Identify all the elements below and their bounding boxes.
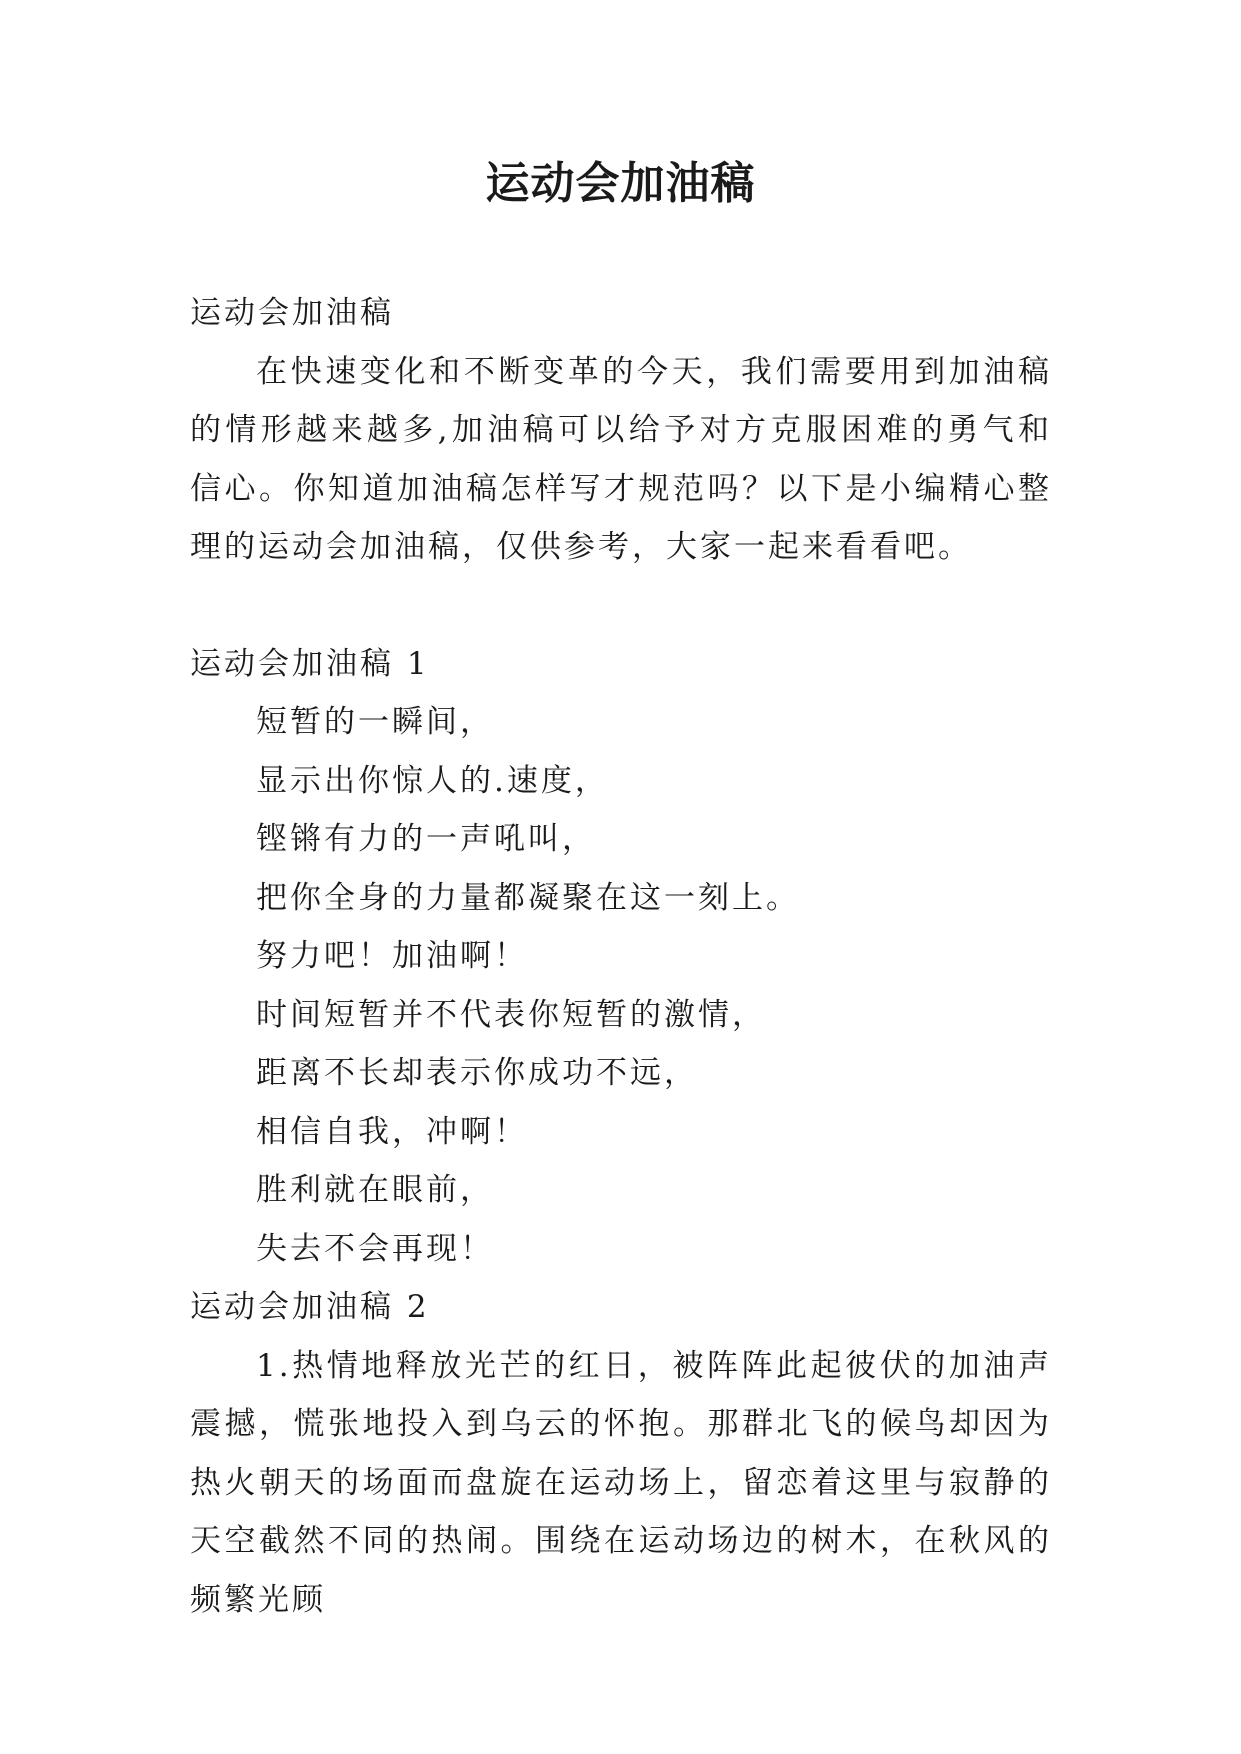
intro-paragraph: 在快速变化和不断变革的今天，我们需要用到加油稿的情形越来越多,加油稿可以给予对方克服困难的勇气和信心。你知道加油稿怎样写才规范吗？以下是小编精心整理的运动会加油稿，仅供参考，大家一起来看看吧。 — [190, 353, 1052, 565]
poem-line: 短暂的一瞬间， — [256, 704, 494, 740]
section1-heading: 运动会加油稿 1 — [190, 645, 430, 682]
poem-line: 努力吧！加油啊！ — [256, 938, 528, 974]
poem-line: 把你全身的力量都凝聚在这一刻上。 — [256, 879, 800, 916]
poem-line: 显示出你惊人的.速度， — [256, 762, 609, 799]
section2-paragraph: 1.热情地释放光芒的红日，被阵阵此起彼伏的加油声震撼，慌张地投入到乌云的怀抱。那群北飞的候鸟却因为热火朝天的场面而盘旋在运动场上，留恋着这里与寂静的天空截然不同的热闹。围绕在运动场边的树木，在秋风的频繁光顾 — [190, 1347, 1052, 1618]
document-body — [190, 284, 1052, 1629]
intro-heading: 运动会加油稿 — [190, 295, 394, 331]
section2-heading: 运动会加油稿 2 — [190, 1289, 430, 1325]
poem-line: 时间短暂并不代表你短暂的激情， — [256, 996, 766, 1033]
poem-line: 相信自我，冲啊！ — [256, 1113, 528, 1150]
poem-line: 失去不会再现！ — [256, 1230, 494, 1267]
poem-line: 距离不长却表示你成功不远， — [256, 1055, 698, 1091]
section-spacer — [190, 577, 1052, 635]
poem-line: 铿锵有力的一声吼叫， — [256, 821, 596, 857]
poem-line: 胜利就在眼前， — [256, 1172, 494, 1208]
document-title: 运动会加油稿 — [485, 158, 756, 209]
